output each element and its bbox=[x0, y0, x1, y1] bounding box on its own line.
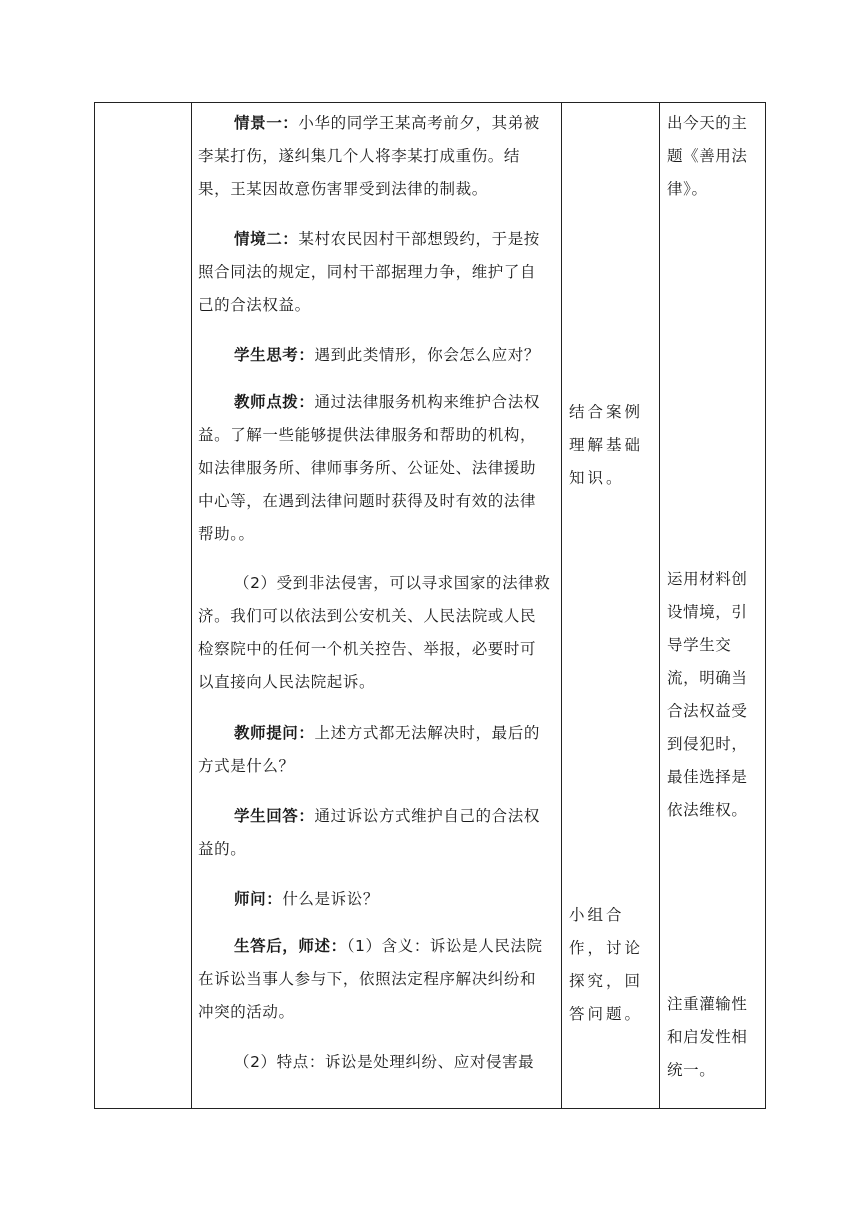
paragraph-label: 情境二： bbox=[234, 230, 299, 248]
paragraph-student-thinking bbox=[198, 339, 552, 372]
paragraph-label: 情景一： bbox=[234, 114, 299, 132]
paragraph-label: 生答后，师述： bbox=[234, 937, 347, 955]
paragraph-label: 教师提问： bbox=[234, 724, 315, 742]
paragraph-text: 通过诉讼方式维护自己的合法权益的。 bbox=[198, 807, 540, 858]
paragraph-label: 学生思考： bbox=[234, 346, 315, 364]
paragraph-scenario-1 bbox=[198, 107, 552, 206]
paragraph-teacher-asks bbox=[198, 883, 552, 916]
paragraph-text: （2）受到非法侵害，可以寻求国家的法律救济。我们可以依法到公安机关、人民法院或人民检察院中的任何一个机关控告、举报，必要时可以直接向人民法院起诉。 bbox=[198, 574, 551, 691]
paragraph-student-answer bbox=[198, 800, 552, 866]
paragraph-scenario-2 bbox=[198, 223, 552, 322]
paragraph-text: 某村农民因村干部想毁约，于是按照合同法的规定，同村干部据理力争，维护了自己的合法权益。 bbox=[198, 230, 540, 314]
paragraph-label: 师问： bbox=[234, 890, 283, 908]
column-divider bbox=[561, 103, 562, 1108]
lesson-table bbox=[94, 102, 766, 1109]
intent-note: 注重灌输性和启发性相统一。 bbox=[667, 995, 748, 1079]
intent-note: 运用材料创设情境，引导学生交流，明确当合法权益受到侵犯时，最佳选择是依法维权。 bbox=[667, 570, 748, 819]
paragraph-text: 什么是诉讼？ bbox=[282, 890, 379, 908]
activity-note: 结合案例理解基础知识。 bbox=[569, 403, 644, 487]
paragraph-teacher-question bbox=[198, 717, 552, 783]
paragraph-legal-remedy bbox=[198, 567, 552, 699]
paragraph-teacher-guidance bbox=[198, 386, 552, 551]
paragraph-text: 通过法律服务机构来维护合法权益。了解一些能够提供法律服务和帮助的机构，如法律服务所、律师事务所、公证处、法律援助中心等，在遇到法律问题时获得及时有效的法律帮助。。 bbox=[198, 393, 540, 543]
paragraph-label: 学生回答： bbox=[234, 807, 315, 825]
activity-note: 小组合作，讨论探究，回答问题。 bbox=[569, 906, 644, 1023]
paragraph-text: 小华的同学王某高考前夕，其弟被李某打伤，遂纠集几个人将李某打成重伤。结果，王某因故意伤害罪受到法律的制裁。 bbox=[198, 114, 540, 198]
paragraph-teacher-explains bbox=[198, 930, 552, 1029]
paragraph-text: 遇到此类情形，你会怎么应对？ bbox=[314, 346, 540, 364]
paragraph-label: 教师点拨： bbox=[234, 393, 315, 411]
column-divider bbox=[191, 103, 192, 1108]
intent-note: 出今天的主题《善用法律》。 bbox=[667, 114, 748, 198]
paragraph-text: （1）含义：诉讼是人民法院在诉讼当事人参与下，依照法定程序解决纠纷和冲突的活动。 bbox=[198, 937, 543, 1021]
paragraph-text: （2）特点：诉讼是处理纠纷、应对侵害最 bbox=[234, 1053, 535, 1071]
paragraph-text: 上述方式都无法解决时，最后的方式是什么？ bbox=[198, 724, 540, 775]
paragraph-characteristics bbox=[198, 1046, 552, 1079]
